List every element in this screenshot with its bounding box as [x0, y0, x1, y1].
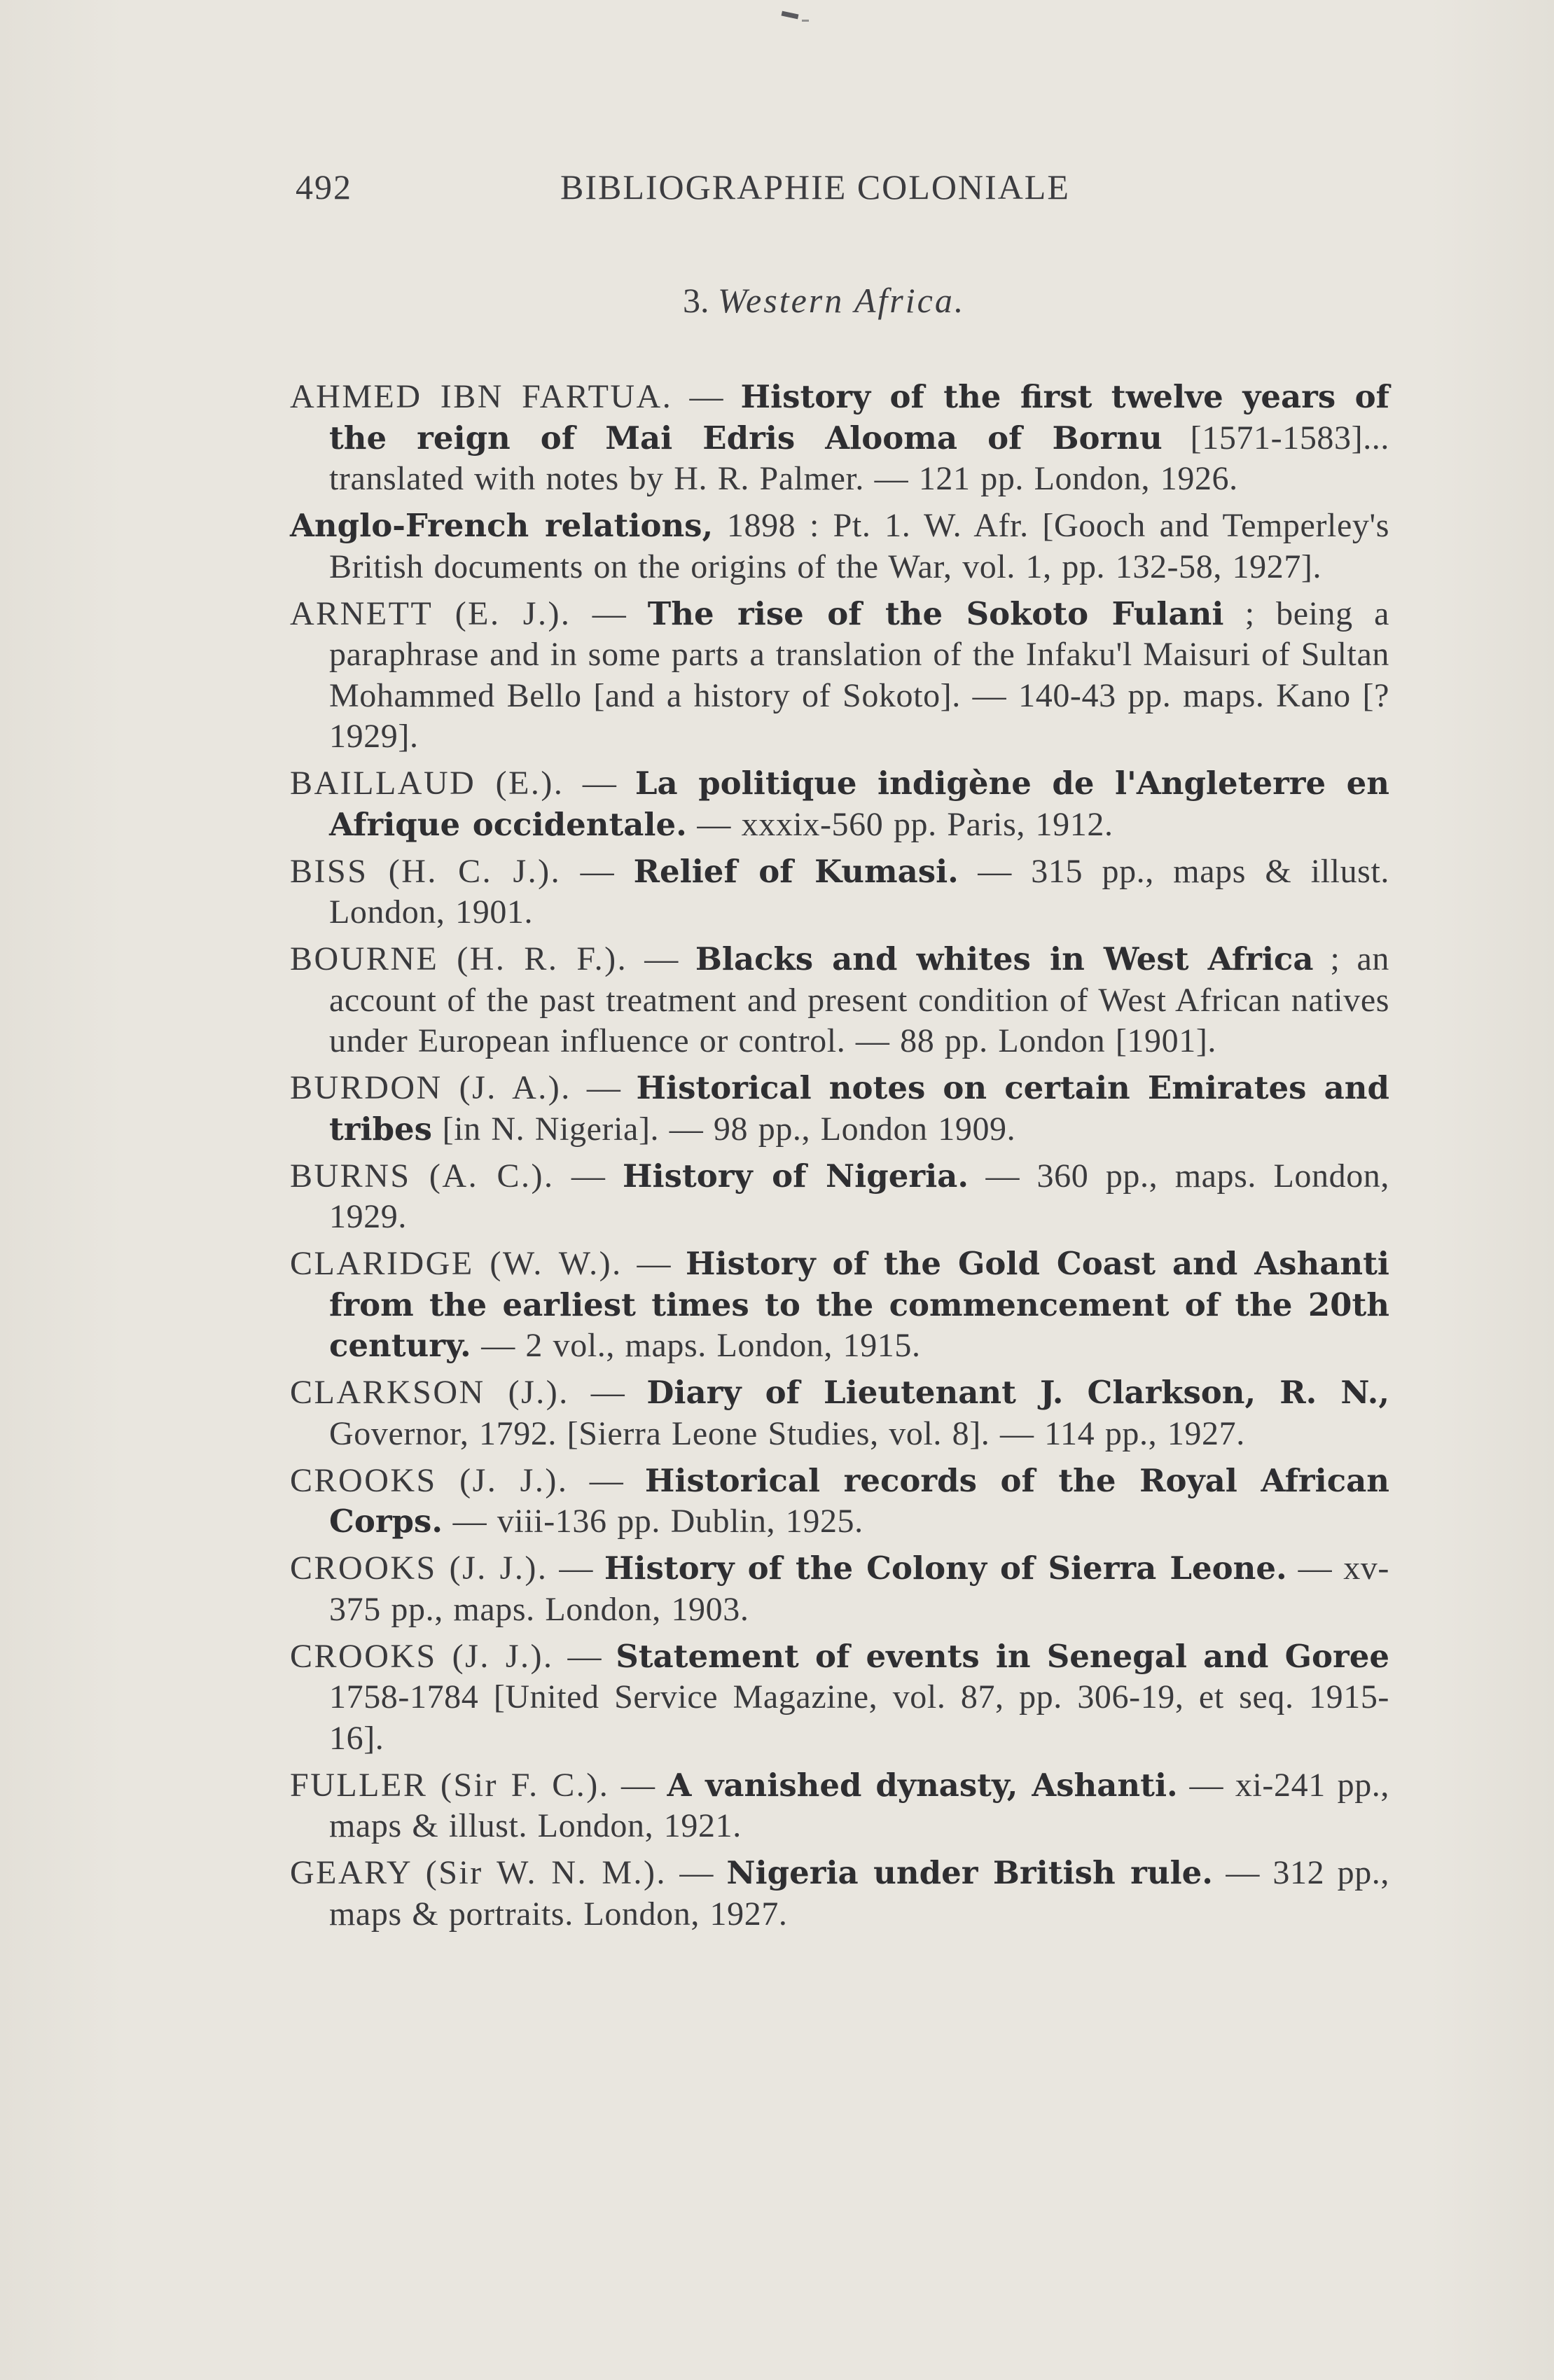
entry-title: The rise of the Sokoto Fulani	[647, 594, 1224, 632]
entry-author: FULLER (Sir F. C.).	[290, 1766, 610, 1804]
bibliography-entry	[290, 377, 1389, 500]
bibliography-entry	[290, 1548, 1389, 1630]
entry-separator: —	[622, 1245, 686, 1282]
bibliography-entry	[290, 1636, 1389, 1760]
entry-separator: —	[667, 1854, 727, 1891]
entry-title: History of Nigeria.	[623, 1157, 969, 1195]
entry-author: CLARKSON (J.).	[290, 1374, 569, 1411]
entry-separator: —	[609, 1766, 667, 1804]
entry-separator: —	[564, 765, 635, 802]
entry-details: 1758-1784 [United Service Magazine, vol. 87, pp. 306-19, et seq. 1915-16].	[329, 1678, 1389, 1757]
page-number: 492	[296, 167, 352, 207]
entry-title: Statement of events in Senegal and Goree	[616, 1637, 1389, 1675]
entry-title: Nigeria under British rule.	[726, 1854, 1213, 1891]
entry-title: History of the Gold Coast and Ashanti from the earliest times to the commencement of the 20th century.	[329, 1245, 1389, 1364]
section-title: Western Africa.	[718, 281, 966, 320]
entry-author: ARNETT (E. J.).	[290, 594, 571, 632]
entry-author: BAILLAUD (E.).	[290, 765, 564, 802]
bibliography-entry	[290, 763, 1389, 845]
bibliography-entry	[290, 1461, 1389, 1543]
entry-title: La politique indigène de l'Angleterre en Afrique occidentale.	[329, 765, 1389, 843]
entry-title: Historical records of the Royal African Corps.	[329, 1461, 1389, 1540]
entry-details: — xv-375 pp., maps. London, 1903.	[329, 1550, 1389, 1628]
entry-author: AHMED IBN FARTUA.	[290, 378, 673, 415]
entry-author: CROOKS (J. J.).	[290, 1461, 569, 1499]
entry-title: Historical notes on certain Emirates and tribes	[329, 1069, 1389, 1148]
entry-separator: —	[554, 1157, 623, 1195]
bibliography-entry	[290, 506, 1389, 587]
ink-speck	[782, 11, 799, 20]
entry-author: CLARIDGE (W. W.).	[290, 1245, 623, 1282]
entry-author: BOURNE (H. R. F.).	[290, 940, 628, 977]
entry-title: A vanished dynasty, Ashanti.	[667, 1766, 1178, 1804]
entry-title: History of the first twelve years of the reign of Mai Edris Alooma of Bornu	[329, 378, 1389, 457]
entry-details: 1898 : Pt. 1. W. Afr. [Gooch and Temperley's British documents on the origins of the War, vol. 1, pp. 132-58, 1927].	[329, 507, 1389, 585]
entry-separator: —	[569, 1374, 647, 1411]
entry-author: GEARY (Sir W. N. M.).	[290, 1854, 667, 1891]
entry-author: CROOKS (J. J.).	[290, 1550, 548, 1587]
bibliography-list	[290, 377, 1389, 1941]
entry-author: BURDON (J. A.).	[290, 1069, 571, 1106]
entry-details: — viii-136 pp. Dublin, 1925.	[443, 1503, 863, 1540]
entry-title: Diary of Lieutenant J. Clarkson, R. N.,	[646, 1374, 1389, 1411]
entry-author: CROOKS (J. J.).	[290, 1637, 554, 1675]
bibliography-entry	[290, 1244, 1389, 1367]
entry-title: Blacks and whites in West Africa	[695, 940, 1314, 977]
entry-details: — 360 pp., maps. London, 1929.	[329, 1157, 1390, 1235]
entry-details: ; being a paraphrase and in some parts a translation of the Infaku'l Maisuri of Sultan Mohammed Bello [and a history of Sokoto]. — 140-43 pp. maps. Kano [? 1929].	[329, 594, 1390, 755]
entry-details: — xi-241 pp., maps & illust. London, 1921.	[329, 1766, 1389, 1844]
running-head	[296, 167, 1129, 209]
entry-separator: —	[571, 594, 648, 632]
entry-details: — 2 vol., maps. London, 1915.	[471, 1327, 921, 1364]
entry-separator: —	[548, 1550, 604, 1587]
entry-separator: —	[571, 1069, 637, 1106]
section-number: 3.	[683, 281, 709, 320]
entry-details: ; an account of the past treatment and present condition of West African natives under European influence or control. — 88 pp. London [1901].	[329, 940, 1389, 1059]
entry-separator: —	[553, 1637, 616, 1675]
bibliography-entry	[290, 1372, 1389, 1454]
entry-title: History of the Colony of Sierra Leone.	[604, 1550, 1287, 1587]
bibliography-entry	[290, 1068, 1389, 1150]
entry-separator: —	[568, 1461, 645, 1499]
entry-separator: —	[561, 852, 634, 890]
entry-details: — 312 pp., maps & portraits. London, 1927.	[329, 1854, 1389, 1933]
entry-separator: —	[672, 378, 741, 415]
bibliography-entry	[290, 1765, 1389, 1847]
bibliography-entry	[290, 851, 1389, 933]
entry-details: — 315 pp., maps & illust. London, 1901.	[329, 852, 1389, 931]
entry-details: [1571-1583]... translated with notes by H. R. Palmer. — 121 pp. London, 1926.	[329, 419, 1390, 497]
entry-author: BURNS (A. C.).	[290, 1157, 555, 1195]
running-title: BIBLIOGRAPHIE COLONIALE	[560, 167, 1070, 207]
bibliography-entry	[290, 939, 1389, 1062]
entry-title: Anglo-French relations,	[290, 507, 714, 544]
entry-details: [in N. Nigeria]. — 98 pp., London 1909.	[432, 1110, 1016, 1148]
section-heading	[683, 280, 965, 321]
entry-details: — xxxix-560 pp. Paris, 1912.	[686, 805, 1114, 843]
entry-details: Governor, 1792. [Sierra Leone Studies, vol. 8]. — 114 pp., 1927.	[329, 1414, 1245, 1452]
bibliography-entry	[290, 1156, 1389, 1238]
bibliography-entry	[290, 1853, 1389, 1935]
bibliography-entry	[290, 594, 1389, 758]
entry-author: BISS (H. C. J.).	[290, 852, 562, 890]
entry-separator: —	[627, 940, 695, 977]
entry-title: Relief of Kumasi.	[633, 852, 959, 890]
ink-speck	[802, 20, 809, 22]
